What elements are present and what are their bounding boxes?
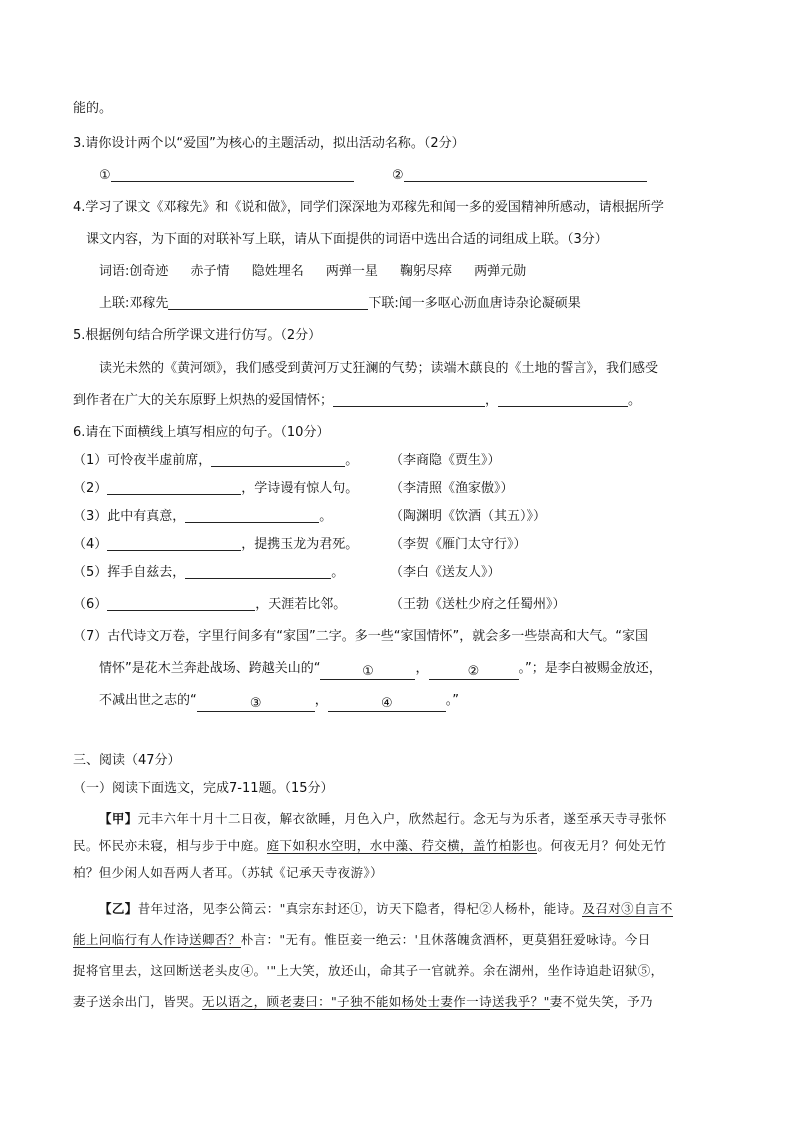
jia-underlined-sentence: 庭下如积水空明，水中藻、荇交横，盖竹柏影也	[266, 838, 538, 853]
q6-item	[73, 536, 358, 554]
blank-marker: ②	[467, 664, 480, 679]
separator: ，	[314, 693, 328, 708]
q6-item-post: 。	[319, 509, 333, 524]
yi-text: 朴言："无有。惟臣妾一绝云：'且休落魄贪酒杯，更莫猖狂爱咏诗。今日	[240, 932, 651, 947]
jia-text: 。何夜无月？何处无竹	[537, 838, 667, 853]
section3-sub1: （一）阅读下面选文，完成7-11题。（15分）	[73, 781, 334, 796]
q6-prompt: 6.请在下面横线上填写相应的句子。（10分）	[73, 425, 330, 440]
q6-blank[interactable]	[185, 508, 319, 523]
q4-word: 两弹一星	[325, 264, 378, 279]
q5-period: 。	[628, 393, 642, 408]
q6-blank[interactable]	[185, 564, 331, 579]
jia-line2	[73, 837, 666, 855]
q6-item7-line3-post: 。”	[445, 693, 460, 708]
jia-text: 民。怀民亦未寝，相与步于中庭。	[73, 838, 267, 853]
q4-words-label: 词语:	[99, 264, 130, 279]
q6-item7-line2-pre: 情怀”是花木兰奔赴战场、跨越关山的“	[99, 661, 321, 676]
q6-blank[interactable]	[107, 480, 241, 495]
jia-label: 【甲】	[99, 811, 138, 826]
q6-item-num: （2）	[73, 481, 108, 496]
q3-blank1[interactable]	[111, 167, 354, 182]
q6-blank[interactable]	[107, 536, 241, 551]
q4-lower-label: 下联:闻一多呕心沥血唐诗杂论凝硕果	[368, 296, 581, 311]
q6-item7-line3	[99, 692, 459, 712]
yi-label: 【乙】	[99, 901, 138, 916]
yi-text: 昔年过洛，见李公简云："真宗东封还①，访天下隐者，得杞②人杨朴，能诗。	[137, 901, 583, 916]
blank-marker: ③	[249, 696, 262, 711]
q6-item-num: （3）	[73, 509, 108, 524]
q3-blank2[interactable]	[404, 167, 647, 182]
q6-item-pre: 挥手自兹去，	[107, 565, 186, 580]
q4-word: 两弹元勋	[474, 264, 527, 279]
q4-prompt-line1: 4.学习了课文《邓稼先》和《说和做》，同学们深深地为邓稼先和闻一多的爱国精神所感动，请根据所学	[73, 200, 664, 215]
q6-blank[interactable]	[107, 596, 255, 611]
q3-answer-row	[99, 167, 647, 185]
section3-heading: 三、阅读（47分）	[73, 753, 181, 768]
q6-item7-line1: （7）古代诗文万卷，字里行间多有“家国”二字。多一些“家国情怀”，就会多一些崇高和大气。“家国	[73, 629, 648, 644]
q6-item7-blank2[interactable]	[429, 665, 519, 680]
q6-source: （王勃《送杜少府之任蜀州》）	[390, 597, 566, 612]
q5-prompt: 5.根据例句结合所学课文进行仿写。（2分）	[73, 328, 322, 343]
q6-item7-line2-post: 。”；是李白被赐金放还，	[518, 661, 662, 676]
q6-item7-blank1[interactable]	[320, 665, 415, 680]
q6-item-num: （1）	[73, 453, 108, 468]
jia-line1	[99, 810, 667, 828]
q6-blank[interactable]	[211, 452, 345, 467]
yi-line3: 捉将官里去，这回断送老头皮④。'"上大笑，放还山，命其子一官就养。余在湖州，坐作诗追赴诏狱⑤，	[73, 963, 664, 978]
yi-underlined-sentence: 能上问临行有人作诗送卿否？	[73, 932, 241, 947]
q6-source: （李白《送友人》）	[390, 565, 501, 580]
q6-item7-line3-pre: 不减出世之志的“	[99, 693, 197, 708]
q5-text-line2	[73, 392, 641, 410]
q6-item-post: ，学诗谩有惊人句。	[241, 481, 359, 496]
yi-text: 妻子送余出门，皆哭。	[73, 994, 203, 1009]
q4-words-row	[99, 263, 526, 281]
q5-blank1[interactable]	[333, 392, 485, 407]
q4-upper-label: 上联:邓稼先	[99, 296, 169, 311]
q6-item-num: （4）	[73, 537, 108, 552]
q6-item	[73, 480, 358, 498]
q6-item-post: 。	[345, 453, 359, 468]
blank-marker: ④	[380, 696, 393, 711]
yi-line4	[73, 993, 653, 1011]
yi-underlined-sentence: 及召对③自言不	[582, 901, 673, 916]
q3-prompt: 3.请你设计两个以“爱国”为核心的主题活动，拟出活动名称。（2分）	[73, 136, 465, 151]
q6-item-post: ，天涯若比邻。	[255, 597, 347, 612]
q4-word: 创奇迹	[129, 264, 169, 279]
yi-text: 妻不觉失笑，予乃	[549, 994, 653, 1009]
q4-couplet-row	[99, 295, 581, 313]
q6-item7-blank4[interactable]	[328, 697, 446, 712]
q6-item	[73, 596, 346, 614]
q5-blank2[interactable]	[498, 392, 628, 407]
q6-source: （李商隐《贾生》）	[390, 453, 501, 468]
q6-item	[73, 508, 332, 526]
yi-line2	[73, 931, 651, 949]
q4-upper-blank[interactable]	[168, 295, 368, 310]
q4-word: 隐姓埋名	[251, 264, 304, 279]
blank-marker: ①	[362, 664, 374, 679]
q6-item	[73, 564, 344, 582]
q6-item-pre: 此中有真意，	[107, 509, 186, 524]
q6-source: （陶渊明《饮酒（其五）》）	[390, 509, 547, 524]
q6-item7-line2	[99, 660, 662, 680]
q4-word: 赤子情	[190, 264, 230, 279]
q4-word: 鞠躬尽瘁	[400, 264, 453, 279]
top-fragment: 能的。	[73, 101, 113, 116]
q6-item-num: （6）	[73, 597, 108, 612]
jia-line3: 柏？但少闲人如吾两人者耳。（苏轼《记承天寺夜游》）	[73, 865, 384, 880]
yi-line1	[99, 900, 673, 918]
q6-source: （李贺《雁门太守行》）	[390, 537, 527, 552]
q6-item-num: （5）	[73, 565, 108, 580]
q5-comma: ，	[485, 393, 499, 408]
q3-blank1-marker: ①	[99, 168, 111, 183]
q6-item-post: ，提携玉龙为君死。	[241, 537, 359, 552]
q5-text-line2-pre: 到作者在广大的关东原野上炽热的爱国情怀；	[73, 393, 334, 408]
separator: ，	[415, 661, 429, 676]
q4-prompt-line2: 课文内容，为下面的对联补写上联，请从下面提供的词语中选出合适的词组成上联。（3分）	[86, 232, 608, 247]
q6-item-post: 。	[331, 565, 345, 580]
jia-text: 元丰六年十月十二日夜，解衣欲睡，月色入户，欣然起行。念无与为乐者，遂至承天寺寻张怀	[137, 811, 667, 826]
q6-item	[73, 452, 358, 470]
yi-underlined-sentence: 无以语之，顾老妻曰："子独不能如杨处士妻作一诗送我乎？"	[202, 994, 550, 1009]
q6-item7-blank3[interactable]	[197, 697, 315, 712]
q6-source: （李清照《渔家傲》）	[390, 481, 514, 496]
q6-item-pre: 可怜夜半虚前席，	[107, 453, 212, 468]
q5-text-line1: 读光未然的《黄河颂》，我们感受到黄河万丈狂澜的气势；读端木蕻良的《土地的誓言》，我们感受	[99, 361, 659, 376]
q3-blank2-marker: ②	[391, 168, 404, 183]
